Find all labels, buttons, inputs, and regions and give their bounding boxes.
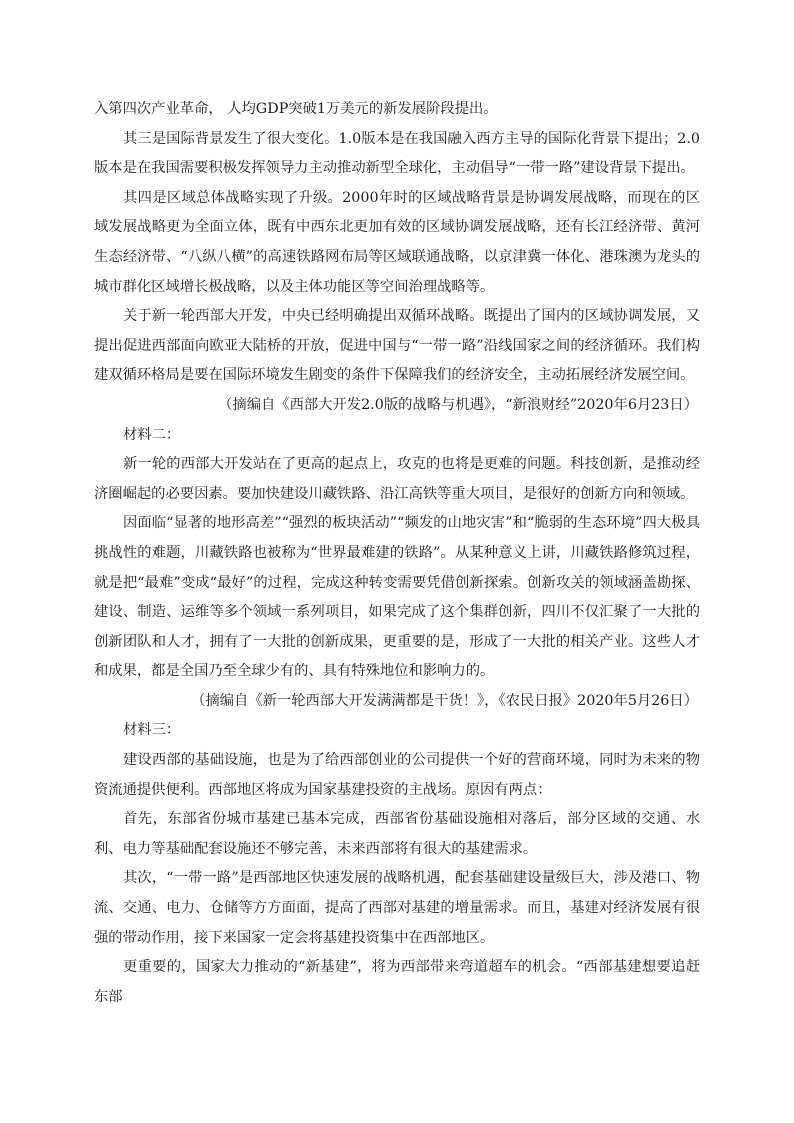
paragraph-dual-circulation: 关于新一轮西部大开发，中央已经明确提出双循环战略。既提出了国内的区域协调发展，又提出促进西部面向欧亚大陆桥的开放，促进中国与“一带一路”沿线国家之间的经济循环。我们构建双循环格局是要在国际环境发生剧变的条件下保障我们的经济安全，主动拓展经济发展空间。 bbox=[94, 308, 700, 384]
document-page bbox=[94, 95, 700, 1012]
paragraph-new-infrastructure: 更重要的，国家大力推动的“新基建”，将为西部带来弯道超车的机会。“西部基建想要追赶东部 bbox=[94, 959, 700, 1005]
paragraph-infrastructure: 建设西部的基础设施，也是为了给西部创业的公司提供一个好的营商环境，同时为未来的物资流通提供便利。西部地区将成为国家基建投资的主战场。原因有两点： bbox=[94, 752, 700, 798]
paragraph-tech-innovation: 新一轮的西部大开发站在了更高的起点上，攻克的也将是更难的问题。科技创新，是推动经济圈崛起的必要因素。要加快建设川藏铁路、沿江高铁等重大项目，是很好的创新方向和领域。 bbox=[94, 456, 700, 502]
source-citation-1: （摘编自《西部大开发2.0版的战略与机遇》，“新浪财经”2020年6月23日） bbox=[218, 396, 698, 413]
material-2-label: 材料二： bbox=[123, 426, 181, 443]
paragraph-regional-strategy: 其四是区域总体战略实现了升级。2000年时的区域战略背景是协调发展战略，而现在的区域发展战略更为全面立体，既有中西东北更加有效的区域协调发展战略，还有长江经济带、黄河生态经济带、“八纵八横”的高速铁路网布局等区域联通战略，以京津冀一体化、港珠澳为龙头的城市群化区域增长极战略，以及主体功能区等空间治理战略等。 bbox=[94, 189, 700, 295]
paragraph-international-background: 其三是国际背景发生了很大变化。1.0版本是在我国融入西方主导的国际化背景下提出；2.0版本是在我国需要积极发挥领导力主动推动新型全球化，主动倡导“一带一路”建设背景下提出。 bbox=[94, 130, 700, 177]
paragraph-sichuan-tibet-railway: 因面临“显著的地形高差”“强烈的板块活动”“频发的山地灾害”和“脆弱的生态环境”四大极具挑战性的难题，川藏铁路也被称为“世界最难建的铁路”。从某种意义上讲，川藏铁路修筑过程，就是把“最难”变成“最好”的过程，完成这种转变需要凭借创新探索。创新攻关的领域涵盖勘探、建设、制造、运维等多个领域一系列项目，如果完成了这个集群创新，四川不仅汇聚了一大批的创新团队和人才，拥有了一大批的创新成果，更重要的是，形成了一大批的相关产业。这些人才和成果，都是全国乃至全球少有的、具有特殊地位和影响力的。 bbox=[94, 515, 700, 680]
material-3-label: 材料三： bbox=[123, 722, 181, 739]
paragraph-reason-second: 其次，“一带一路”是西部地区快速发展的战略机遇，配套基础建设量级巨大，涉及港口、物流、交通、电力、仓储等方方面面，提高了西部对基建的增量需求。而且，基建对经济发展有很强的带动作用，接下来国家一定会将基建投资集中在西部地区。 bbox=[94, 870, 700, 946]
paragraph-continuation: 入第四次产业革命， 人均GDP突破1万美元的新发展阶段提出。 bbox=[94, 101, 498, 117]
source-citation-2: （摘编自《新一轮西部大开发满满都是干货！》，《农民日报》2020年5月26日） bbox=[191, 692, 698, 709]
paragraph-reason-first: 首先，东部省份城市基建已基本完成，西部省份基础设施相对落后，部分区域的交通、水利、电力等基础配套设施还不够完善，未来西部将有很大的基建需求。 bbox=[94, 811, 700, 857]
